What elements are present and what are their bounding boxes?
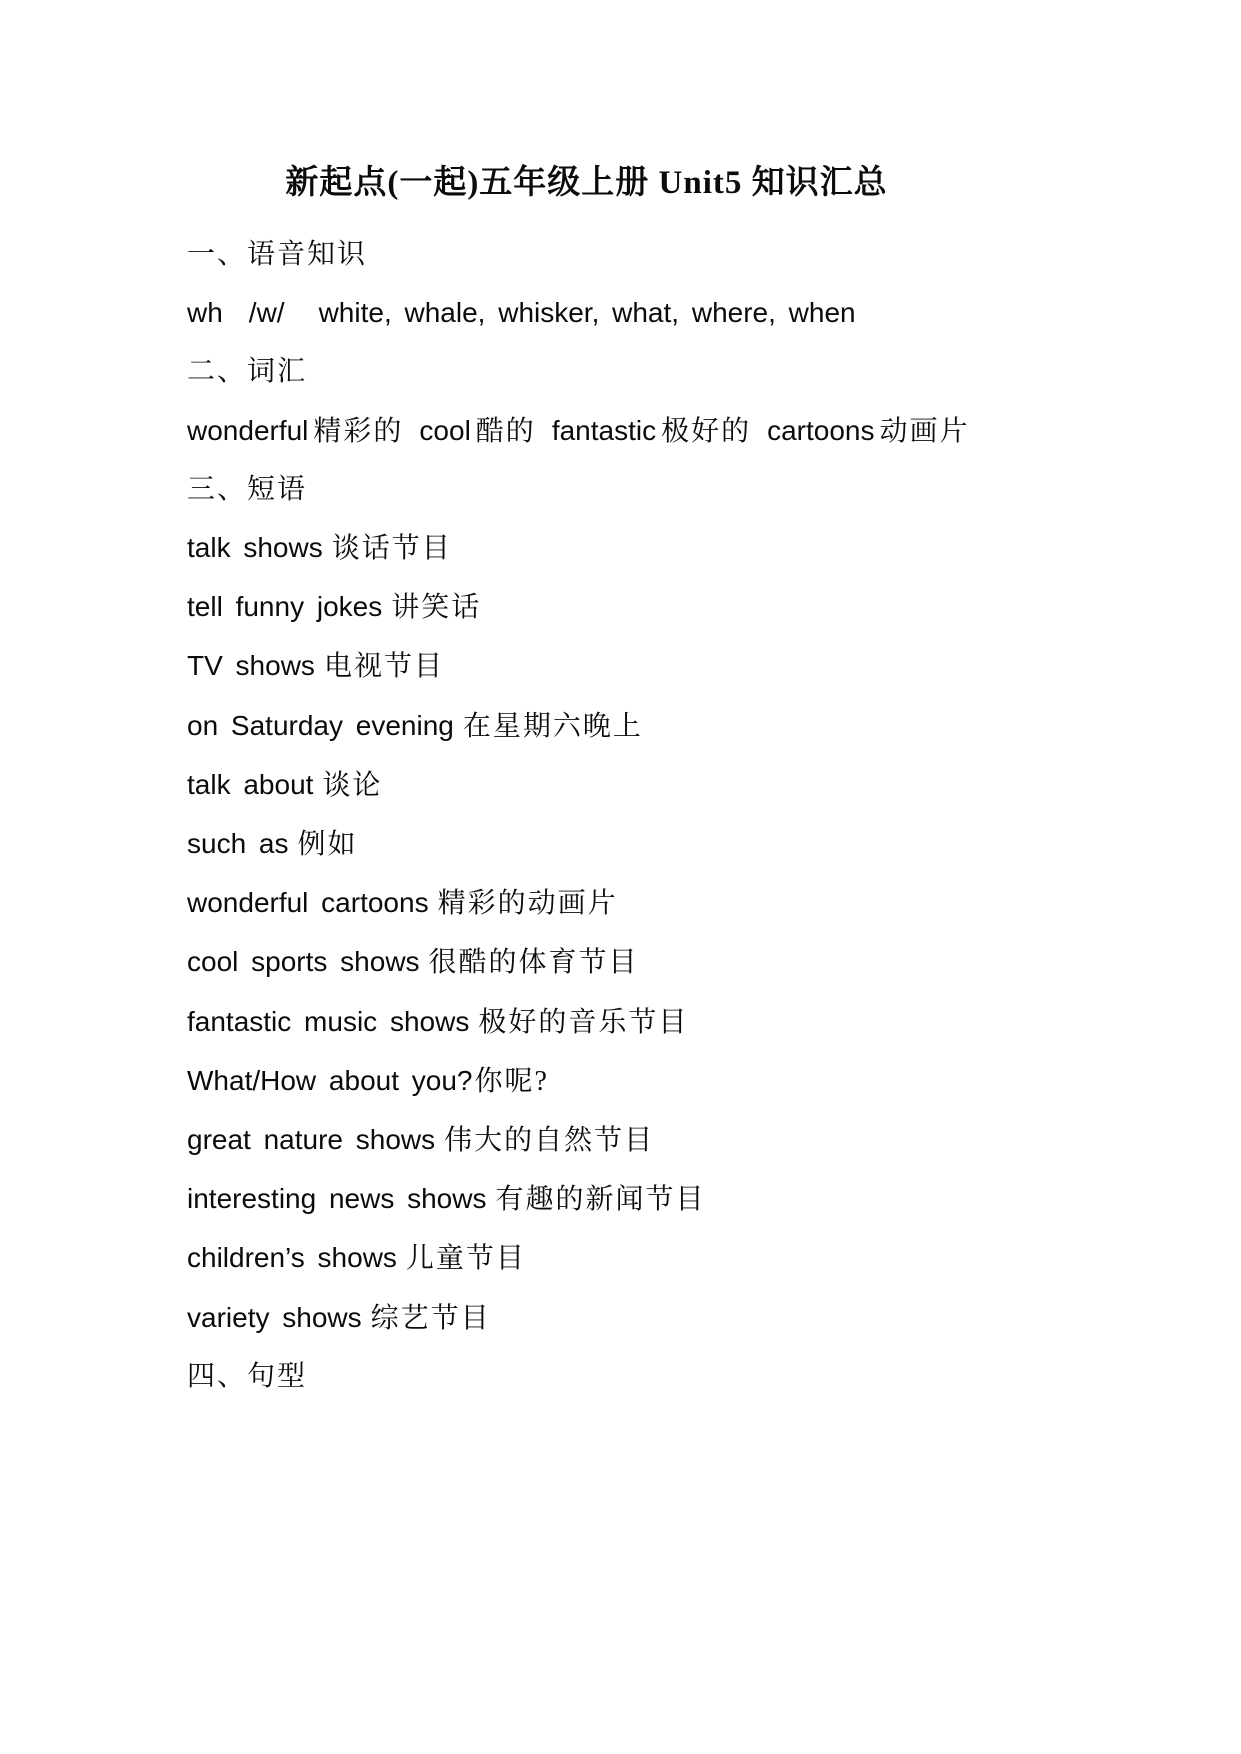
phrase-line: [187, 578, 1054, 637]
phrase-english: variety shows: [187, 1301, 362, 1333]
document-title: 新起点(一起)五年级上册 Unit5 知识汇总: [285, 165, 888, 201]
section-heading-sentence-patterns: 四、句型: [187, 1360, 308, 1392]
phrase-english: TV shows: [187, 650, 315, 682]
vocab-english: wonderful: [187, 414, 309, 446]
phrase-chinese: 极好的音乐节目: [478, 1006, 689, 1038]
phonics-letters: wh: [187, 297, 223, 329]
phonics-phoneme: /w/: [248, 297, 285, 329]
phrase-line: [187, 756, 1054, 815]
phrase-chinese: 例如: [297, 829, 358, 861]
phrase-english: great nature shows: [187, 1124, 436, 1156]
phrase-line: [187, 697, 1054, 756]
phrase-english: interesting news shows: [187, 1183, 487, 1215]
phrase-chinese: 电视节目: [323, 651, 444, 683]
phrase-chinese: 儿童节目: [405, 1243, 526, 1275]
vocab-chinese: 动画片: [879, 415, 970, 447]
phrase-line: [187, 874, 1054, 933]
phrase-line: [187, 637, 1054, 696]
phrase-chinese: 很酷的体育节目: [428, 947, 639, 979]
phonics-line: [187, 284, 1054, 343]
vocab-english: cartoons: [767, 414, 875, 446]
phrase-english: on Saturday evening: [187, 709, 454, 741]
phrase-line: [187, 993, 1054, 1052]
phrase-english: wonderful cartoons: [187, 887, 429, 919]
vocab-english: cool: [419, 414, 471, 446]
phrase-english: What/How about you?: [187, 1064, 473, 1096]
document-body: [187, 226, 1054, 1406]
phrase-line: [187, 1052, 1054, 1111]
phonics-examples: white, whale, whisker, what, where, when: [318, 297, 856, 329]
phrase-line: [187, 1111, 1054, 1170]
phrase-english: tell funny jokes: [187, 591, 383, 623]
vocab-chinese: 极好的: [661, 415, 752, 447]
phrase-english: cool sports shows: [187, 946, 420, 978]
vocab-english: fantastic: [551, 414, 657, 446]
section-heading-vocabulary: 二、词汇: [187, 356, 308, 388]
vocabulary-line: [187, 402, 1054, 461]
phrase-chinese: 谈话节目: [331, 533, 452, 565]
phrase-english: children’s shows: [187, 1242, 397, 1274]
phrase-english: talk shows: [187, 532, 323, 564]
vocab-chinese: 精彩的: [313, 415, 404, 447]
section-heading-phonetics: 一、语音知识: [187, 239, 368, 270]
phrase-line: [187, 1170, 1054, 1229]
phrase-chinese: 有趣的新闻节目: [495, 1184, 706, 1216]
phrase-chinese: 讲笑话: [391, 592, 482, 624]
phrase-chinese: 在星期六晚上: [462, 710, 643, 742]
phrase-line: [187, 519, 1054, 578]
phrase-chinese: 精彩的动画片: [437, 888, 618, 920]
phrase-chinese: 你呢?: [474, 1065, 549, 1097]
phrase-line: [187, 1289, 1054, 1348]
section-heading-phrases: 三、短语: [187, 473, 308, 505]
phrase-english: fantastic music shows: [187, 1005, 470, 1037]
phrase-line: [187, 1229, 1054, 1288]
phrase-line: [187, 815, 1054, 874]
phrase-english: talk about: [187, 768, 314, 800]
phrase-chinese: 伟大的自然节目: [444, 1125, 655, 1157]
phrase-english: such as: [187, 828, 289, 860]
phrase-chinese: 综艺节目: [370, 1302, 491, 1334]
phrase-line: [187, 933, 1054, 992]
vocab-chinese: 酷的: [475, 415, 536, 447]
phrase-chinese: 谈论: [322, 769, 383, 801]
